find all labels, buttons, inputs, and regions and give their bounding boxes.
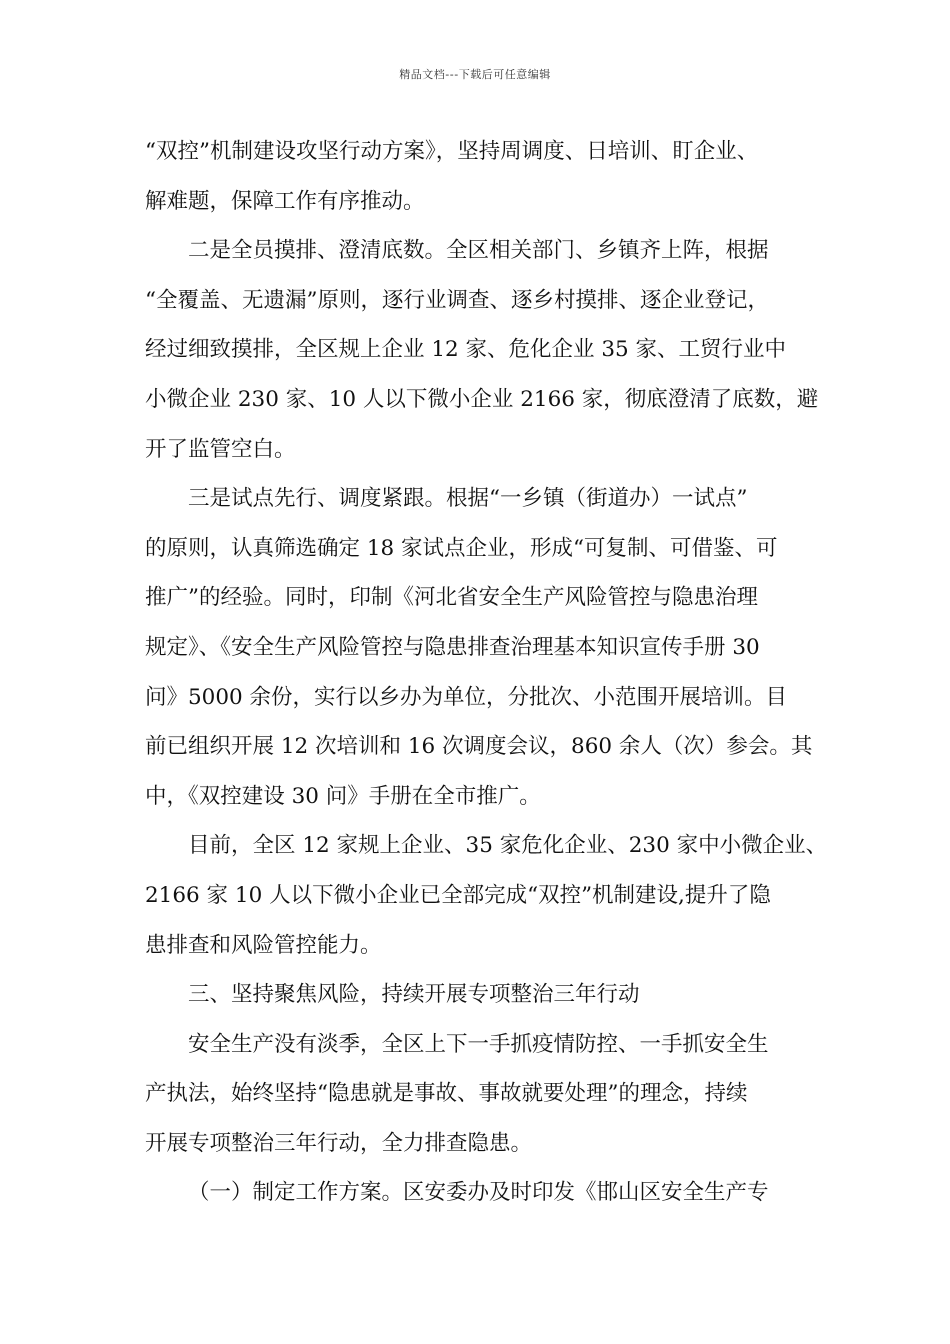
text-line: 产执法，始终坚持“隐患就是事故、事故就要处理”的理念，持续: [145, 1081, 748, 1107]
paragraph: [145, 1020, 825, 1169]
text-line: 经过细致摸排，全区规上企业 12 家、危化企业 35 家、工贸行业中: [145, 337, 787, 363]
document-body: [145, 127, 828, 1218]
text-line: 患排查和风险管控能力。: [145, 932, 382, 958]
text-line: 解难题，保障工作有序推动。: [145, 188, 425, 214]
text-line: 2166 家 10 人以下微小企业已全部完成“双控”机制建设,提升了隐: [145, 882, 771, 908]
paragraph: [145, 821, 828, 970]
text-line: 三是试点先行、调度紧跟。根据“一乡镇（街道办）一试点”: [188, 486, 748, 512]
text-line: “全覆盖、无遗漏”原则，逐行业调查、逐乡村摸排、逐企业登记，: [145, 287, 769, 313]
page-header: 精品文档---下载后可任意编辑: [399, 68, 551, 81]
text-line: 目前，全区 12 家规上企业、35 家危化企业、230 家中小微企业、: [188, 833, 828, 859]
paragraph: [145, 226, 825, 474]
text-line: 开展专项整治三年行动，全力排查隐患。: [145, 1130, 533, 1156]
text-line: 开了监管空白。: [145, 436, 296, 462]
text-line: 二是全员摸排、澄清底数。全区相关部门、乡镇齐上阵，根据: [188, 238, 769, 264]
paragraph: [145, 474, 825, 821]
text-line: 推广”的经验。同时，印制《河北省安全生产风险管控与隐患治理: [145, 585, 758, 611]
text-line: 中，《双控建设 30 问》手册在全市推广。: [145, 783, 541, 809]
paragraph: [145, 127, 825, 226]
text-line: （一）制定工作方案。区安委办及时印发《邯山区安全生产专: [188, 1180, 769, 1206]
text-line: 前已组织开展 12 次培训和 16 次调度会议，860 余人（次）参会。其: [145, 734, 813, 760]
text-line: 问》5000 余份，实行以乡办为单位，分批次、小范围开展培训。目: [145, 684, 788, 710]
text-line: 规定》、《安全生产风险管控与隐患排查治理基本知识宣传手册 30: [145, 634, 760, 660]
text-line: 的原则，认真筛选确定 18 家试点企业，形成“可复制、可借鉴、可: [145, 535, 778, 561]
text-line: 三、坚持聚焦风险，持续开展专项整治三年行动: [188, 982, 640, 1008]
paragraph: [145, 1168, 825, 1218]
text-line: 小微企业 230 家、10 人以下微小企业 2166 家，彻底澄清了底数，避: [145, 386, 819, 412]
text-line: 安全生产没有淡季，全区上下一手抓疫情防控、一手抓安全生: [188, 1031, 769, 1057]
text-line: “双控”机制建设攻坚行动方案》，坚持周调度、日培训、盯企业、: [145, 139, 759, 164]
section-heading: [145, 970, 825, 1020]
